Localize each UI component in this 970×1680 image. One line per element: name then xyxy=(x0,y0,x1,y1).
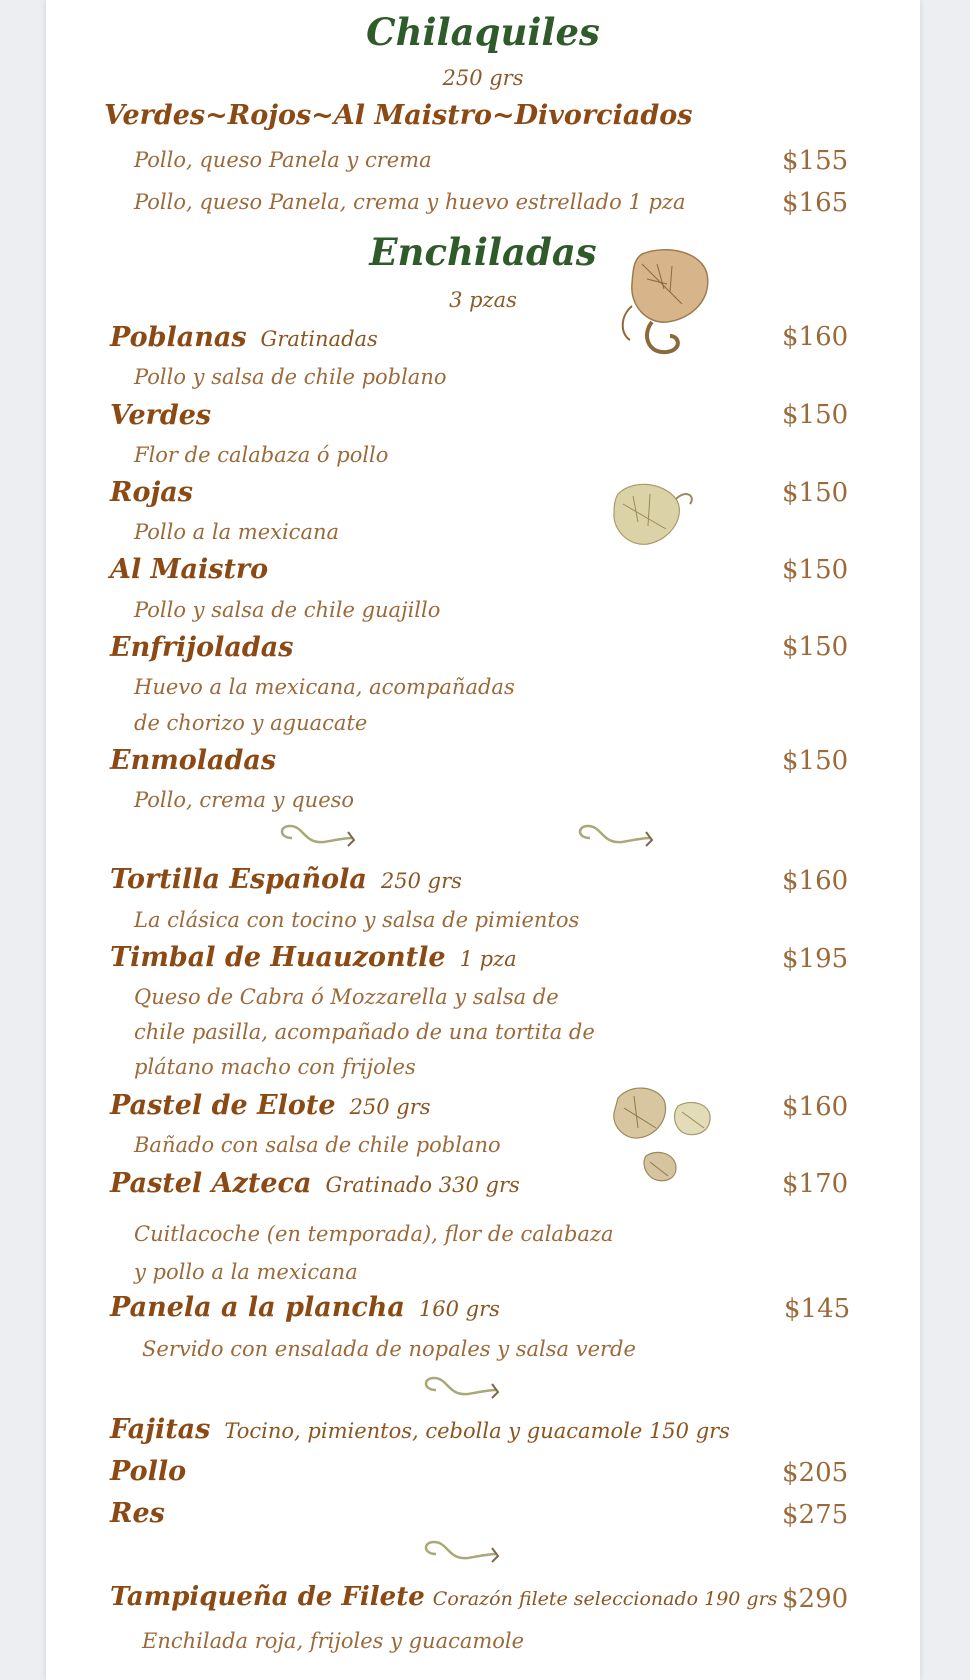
desc-timbal-2: chile pasilla, acompañado de una tortita de xyxy=(134,1020,595,1044)
price-al-maistro: $150 xyxy=(782,555,849,585)
chilaquiles-item-2-desc: Pollo, queso Panela, crema y huevo estrellado 1 pza xyxy=(134,190,686,214)
price-pastel-elote: $160 xyxy=(782,1092,849,1122)
desc-poblanas: Pollo y salsa de chile poblano xyxy=(134,365,447,389)
dish-rojas: Rojas xyxy=(110,477,193,508)
price-pastel-azteca: $170 xyxy=(782,1169,849,1199)
price-panela-plancha: $145 xyxy=(784,1294,851,1324)
price-tampiquena-filete: $290 xyxy=(782,1584,849,1614)
dish-pastel-azteca: Pastel Azteca Gratinado 330 grs xyxy=(110,1168,520,1199)
vine-curl-icon xyxy=(572,820,662,856)
vine-curl-icon xyxy=(274,820,364,856)
enchiladas-qty: 3 pzas xyxy=(449,288,517,312)
desc-al-maistro: Pollo y salsa de chile guajillo xyxy=(134,598,441,622)
leaf-icon xyxy=(608,474,698,554)
price-fajitas-pollo: $205 xyxy=(782,1458,849,1488)
section-title-enchiladas: Enchiladas xyxy=(369,230,597,274)
price-enfrijoladas: $150 xyxy=(782,632,849,662)
desc-tortilla-espanola: La clásica con tocino y salsa de pimientos xyxy=(134,908,580,932)
price-verdes: $150 xyxy=(782,400,849,430)
dish-al-maistro: Al Maistro xyxy=(110,554,269,585)
dish-verdes: Verdes xyxy=(110,400,212,431)
desc-pastel-elote: Bañado con salsa de chile poblano xyxy=(134,1133,501,1157)
price-rojas: $150 xyxy=(782,478,849,508)
desc-pastel-azteca-1: Cuitlacoche (en temporada), flor de calabaza xyxy=(134,1222,614,1246)
dish-fajitas-res: Res xyxy=(110,1498,165,1529)
price-fajitas-res: $275 xyxy=(782,1500,849,1530)
dish-timbal-huauzontle: Timbal de Huauzontle 1 pza xyxy=(110,942,517,973)
desc-enmoladas: Pollo, crema y queso xyxy=(134,788,355,812)
price-timbal-huauzontle: $195 xyxy=(782,944,849,974)
desc-rojas: Pollo a la mexicana xyxy=(134,520,340,544)
desc-enfrijoladas-2: de chorizo y aguacate xyxy=(134,711,368,735)
desc-pastel-azteca-2: y pollo a la mexicana xyxy=(134,1260,358,1284)
desc-tampiquena-filete: Enchilada roja, frijoles y guacamole xyxy=(142,1629,525,1653)
dish-tampiquena-filete: Tampiqueña de Filete Corazón filete seleccionado 190 grs xyxy=(110,1582,778,1612)
section-title-chilaquiles: Chilaquiles xyxy=(366,10,600,54)
leaf-icon xyxy=(612,244,722,364)
desc-verdes: Flor de calabaza ó pollo xyxy=(134,443,389,467)
chilaquiles-varieties: Verdes~Rojos~Al Maistro~Divorciados xyxy=(104,100,693,131)
dish-panela-plancha: Panela a la plancha 160 grs xyxy=(110,1292,500,1323)
dish-fajitas-pollo: Pollo xyxy=(110,1456,187,1487)
chilaquiles-item-2-price: $165 xyxy=(782,188,849,218)
dish-pastel-elote: Pastel de Elote 250 grs xyxy=(110,1090,431,1121)
price-enmoladas: $150 xyxy=(782,746,849,776)
dish-enfrijoladas: Enfrijoladas xyxy=(110,632,294,663)
dish-enmoladas: Enmoladas xyxy=(110,745,277,776)
vine-curl-icon xyxy=(418,1536,508,1572)
dish-fajitas: Fajitas Tocino, pimientos, cebolla y guacamole 150 grs xyxy=(110,1414,730,1445)
chilaquiles-item-1-price: $155 xyxy=(782,146,849,176)
desc-timbal-3: plátano macho con frijoles xyxy=(134,1055,416,1079)
menu-page xyxy=(46,0,920,1680)
chilaquiles-item-1-desc: Pollo, queso Panela y crema xyxy=(134,148,432,172)
leaf-icon xyxy=(606,1068,726,1188)
price-tortilla-espanola: $160 xyxy=(782,866,849,896)
price-poblanas: $160 xyxy=(782,322,849,352)
desc-enfrijoladas-1: Huevo a la mexicana, acompañadas xyxy=(134,675,515,699)
desc-timbal-1: Queso de Cabra ó Mozzarella y salsa de xyxy=(134,985,559,1009)
dish-tortilla-espanola: Tortilla Española 250 grs xyxy=(110,864,462,895)
desc-panela-plancha: Servido con ensalada de nopales y salsa verde xyxy=(142,1337,636,1361)
vine-curl-icon xyxy=(418,1372,508,1408)
dish-poblanas: Poblanas Gratinadas xyxy=(110,322,378,353)
chilaquiles-weight: 250 grs xyxy=(442,66,524,90)
